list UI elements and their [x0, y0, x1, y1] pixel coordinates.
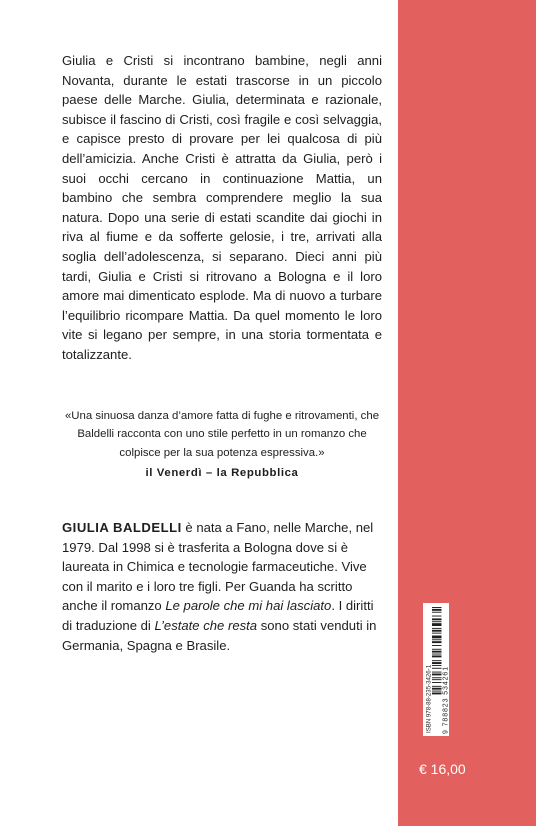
price-label: € 16,00: [419, 761, 466, 777]
barcode-stripe: [432, 686, 442, 687]
barcode-bars: [432, 607, 442, 694]
quote-source: il Venerdì – la Repubblica: [145, 467, 299, 480]
barcode-stripe: [432, 651, 442, 653]
color-sidebar: [398, 0, 536, 826]
barcode-stripe: [432, 674, 442, 676]
barcode-stripe: [432, 679, 442, 680]
bio-book-title-1: Le parole che mi hai lasciato: [165, 598, 332, 614]
author-name: GIULIA BALDELLI: [62, 520, 182, 535]
barcode-stripe: [432, 609, 442, 611]
isbn-label: ISBN 978-88-235-3426-1: [425, 664, 433, 733]
barcode-stripe: [432, 668, 442, 669]
barcode-stripe: [432, 649, 442, 650]
barcode-stripe: [432, 628, 442, 629]
bio-book-title-2: L’estate che resta: [154, 617, 258, 633]
barcode-stripe: [432, 665, 442, 666]
barcode-stripe: [432, 655, 442, 657]
barcode-stripe: [432, 607, 442, 608]
quote-text: «Una sinuosa danza d’amore fatta di fughe e ritrovamenti, che Baldelli racconta con uno stile perfetto in un romanzo che colpisce per la sua potenza espressiva.»: [64, 410, 380, 459]
barcode-stripe: [432, 636, 442, 639]
barcode-stripe: [432, 630, 442, 632]
bio-text-3: sono stati venduti in Germania, Spagna e Brasile.: [62, 617, 377, 653]
barcode-stripe: [432, 660, 442, 661]
barcode-stripe: [432, 612, 442, 613]
barcode-stripe: [432, 693, 442, 695]
author-bio: [62, 518, 382, 655]
barcode-stripe: [432, 691, 442, 692]
barcode-digits: 9 788823 534261: [442, 666, 449, 734]
barcode-stripe: [432, 682, 442, 683]
bio-text-2: . I diritti di traduzione di: [62, 598, 374, 633]
barcode-stripe: [432, 618, 442, 620]
barcode-stripe: [432, 677, 442, 678]
barcode-stripe: [432, 616, 442, 617]
barcode-stripe: [432, 641, 442, 643]
bio-text-1: è nata a Fano, nelle Marche, nel 1979. Dal 1998 si è trasferita a Bologna dove si è laureata in Chimica e tecnologie farmaceutiche. Vive con il marito e i loro tre figli. Per Guanda ha scritto anche il romanzo: [62, 520, 374, 614]
barcode-stripe: [432, 639, 442, 640]
barcode-stripe: [432, 621, 442, 622]
barcode-stripe: [432, 662, 442, 664]
barcode-stripe: [432, 645, 442, 646]
synopsis-text: Giulia e Cristi si incontrano bambine, negli anni Novanta, durante le estati trascorse in un piccolo paese delle Marche. Giulia, determinata e razionale, subisce il fascino di Cristi, così fragile e così selvaggia, e capisce presto di provare per lei qualcosa di più dell’amicizia. Anche Cristi è attratta da Giulia, però i suoi occhi cercano in continuazione Mattia, un bambino che sembra comprendere meglio la sua natura. Dopo una serie di estati scandite dai giochi in riva al fiume e da sofferte gelosie, i tre, arrivati alla soglia dell’adolescenza, si separano. Dieci anni più tardi, Giulia e Cristi si ritrovano a Bologna e il loro amore mai dimenticato esplode. Ma di nuovo a turbare l’equilibrio ricompare Mattia. Da quel momento le loro vite si legano per sempre, in una storia tormentata e totalizzante.: [62, 53, 382, 362]
barcode-stripe: [432, 623, 442, 626]
barcode-stripe: [432, 688, 442, 690]
barcode-graphic: [423, 603, 449, 736]
barcode-stripe: [432, 654, 442, 655]
barcode-stripe: [432, 633, 442, 634]
review-quote: [62, 407, 382, 483]
barcode-stripe: [432, 672, 442, 673]
barcode: [423, 603, 449, 736]
